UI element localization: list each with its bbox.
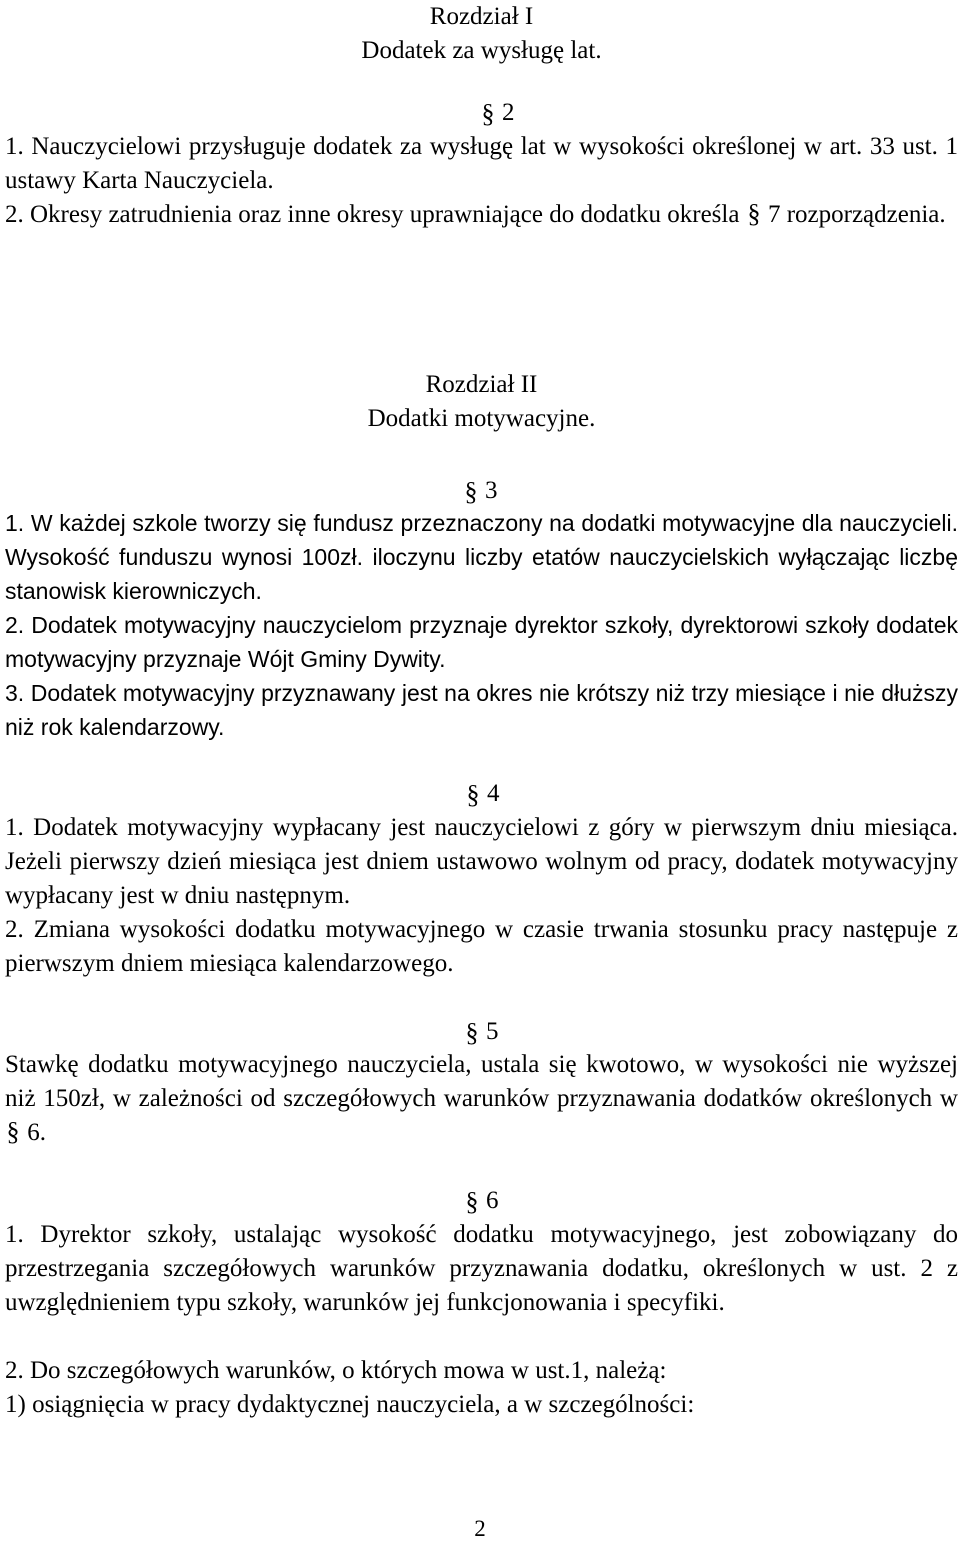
section-2-paragraph-2 [5,198,958,232]
section-sign-icon [463,476,479,506]
svg-text:§: § [465,1187,479,1216]
svg-text:§: § [466,780,480,809]
section-4-paragraph-2: 2. Zmiana wysokości dodatku motywacyjnego w czasie trwania stosunku pracy następuje z pierwszym dniem miesiąca kalendarzowego. [5,916,958,977]
section-4-paragraph-1: 1. Dodatek motywacyjny wypłacany jest nauczycielowi z góry w pierwszym dniu miesiąca. Jeżeli pierwszy dzień miesiąca jest dniem ustawowo wolnym od pracy, dodatek motywacyjny wypłacany jest w dniu następnym. [5,814,958,909]
section-4-number: 4 [487,780,500,807]
section-3-heading [463,474,523,508]
section-5-number: 5 [486,1018,499,1045]
svg-text:§: § [465,1018,479,1047]
section-sign-icon [480,98,496,128]
chapter-1-subtitle: Dodatek za wysługę lat. [361,37,602,64]
section-2-paragraph-2-text: 2. Okresy zatrudnienia oraz inne okresy uprawniające do dodatku określa [5,201,740,228]
section-6-heading [464,1184,524,1218]
svg-text:§: § [6,1117,20,1146]
section-6-number: 6 [486,1187,499,1214]
section-sign-icon [465,779,481,809]
section-2-paragraph-2-reference: 7 [767,201,781,228]
chapter-2-heading [5,368,958,436]
svg-text:§: § [481,99,495,128]
section-3-number: 3 [485,477,498,504]
section-sign-icon [5,1116,21,1146]
section-3-paragraph-3: 3. Dodatek motywacyjny przyznawany jest na okres nie krótszy niż trzy miesiące i nie dłuższy niż rok kalendarzowy. [5,680,958,740]
section-2-heading [480,96,540,130]
section-5-paragraph-1-reference: 6. [27,1119,46,1146]
section-6-paragraph-1: 1. Dyrektor szkoły, ustalając wysokość dodatku motywacyjnego, jest zobowiązany do przestrzegania szczegółowych warunków przyznawania dodatku, określonych w ust. 2 z uwzględnieniem typu szkoły, warunków jej funkcjonowania i specyfiki. [5,1221,958,1316]
section-3-paragraph-1: 1. W każdej szkole tworzy się fundusz przeznaczony na dodatki motywacyjne dla nauczycieli. Wysokość funduszu wynosi 100zł. iloczynu liczby etatów nauczycielskich wyłączając liczbę stanowisk kierowniczych. [5,510,958,604]
page-number: 2 [474,1516,486,1541]
section-4-heading [465,777,525,811]
section-6-paragraph-2: 2. Do szczegółowych warunków, o których mowa w ust.1, należą: [5,1357,667,1384]
chapter-2-title: Rozdział II [425,371,538,398]
svg-text:§: § [747,199,761,228]
section-2-paragraph-2-tail: rozporządzenia. [786,201,946,228]
svg-text:§: § [464,477,478,506]
section-sign-icon [464,1186,480,1216]
section-3-paragraph-2: 2. Dodatek motywacyjny nauczycielom przyznaje dyrektor szkoły, dyrektorowi szkoły dodatek motywacyjny przyznaje Wójt Gminy Dywity. [5,612,958,672]
section-2-paragraph-1: 1. Nauczycielowi przysługuje dodatek za wysługę lat w wysokości określonej w art. 33 ust. 1 ustawy Karta Nauczyciela. [5,133,958,194]
section-6-paragraph-3: 1) osiągnięcia w pracy dydaktycznej nauczyciela, a w szczególności: [5,1391,695,1418]
section-5-paragraph-1-text: Stawkę dodatku motywacyjnego nauczyciela, ustala się kwotowo, w wysokości nie wyższej niż 150zł, w zależności od szczegółowych warunków przyznawania dodatków określonych w [5,1051,958,1112]
section-5-heading [464,1015,524,1049]
section-sign-icon [746,198,762,228]
chapter-1-heading [5,0,958,68]
section-2-number: 2 [502,99,515,126]
section-sign-icon [464,1017,480,1047]
chapter-2-subtitle: Dodatki motywacyjne. [367,405,596,432]
chapter-1-title: Rozdział I [429,3,534,30]
section-5-paragraph-1 [5,1048,958,1150]
